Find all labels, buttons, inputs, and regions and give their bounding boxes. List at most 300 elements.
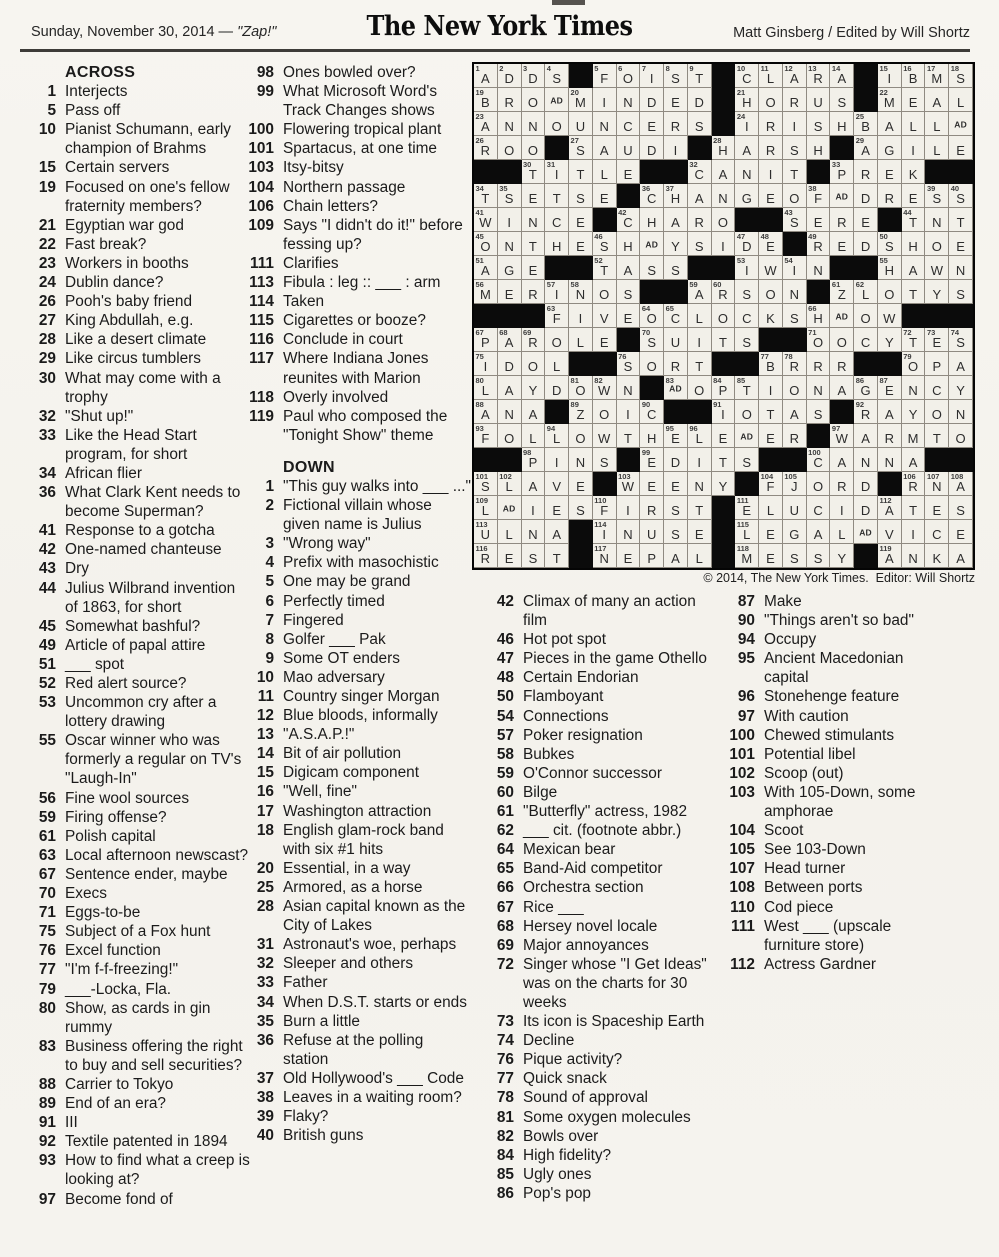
- cell-letter: G: [741, 191, 752, 206]
- cell-letter: S: [884, 239, 894, 254]
- cell-letter: N: [932, 215, 942, 230]
- cell-letter: L: [909, 119, 917, 134]
- clue-text: Fibula : leg :: ___ : arm: [283, 274, 441, 292]
- clue-text: See 103-Down: [764, 841, 866, 859]
- cell-number: 101: [475, 472, 489, 481]
- cell-letter: N: [599, 551, 609, 566]
- cell-letter: I: [697, 455, 702, 470]
- cell-letter: W: [598, 431, 611, 446]
- grid-cell: [854, 472, 878, 496]
- cell-letter: E: [623, 167, 633, 182]
- grid-cell: [545, 304, 569, 328]
- cell-number: 45: [475, 232, 484, 241]
- clue-text: III: [65, 1114, 78, 1132]
- black-cell: [902, 304, 926, 328]
- cell-letter: A: [884, 551, 894, 566]
- grid-cell: [712, 448, 736, 472]
- clue-number: 57: [496, 726, 514, 744]
- cell-letter: D: [670, 455, 681, 470]
- black-cell: [807, 280, 831, 304]
- clue-item: [246, 935, 471, 954]
- clue-text: Execs: [65, 885, 107, 903]
- clue-text: How to find what a creep is looking at?: [65, 1152, 250, 1189]
- cell-letter: I: [626, 503, 630, 518]
- grid-cell: [474, 232, 498, 256]
- grid-cell: [522, 88, 546, 112]
- cell-letter: R: [480, 143, 491, 158]
- grid-cell: [617, 472, 641, 496]
- grid-cell: [925, 496, 949, 520]
- clue-number: 53: [38, 694, 56, 712]
- cell-letter: H: [813, 311, 823, 326]
- grid-cell: [522, 184, 546, 208]
- grid-cell: [783, 88, 807, 112]
- cell-number: 56: [475, 280, 484, 289]
- grid-cell: [545, 424, 569, 448]
- clue-number: 100: [248, 121, 274, 139]
- grid-cell: [830, 496, 854, 520]
- cell-letter: G: [884, 143, 895, 158]
- clue-item: [246, 1031, 471, 1069]
- clue-number: 55: [38, 732, 56, 750]
- grid-cell: [712, 160, 736, 184]
- black-cell: [925, 448, 949, 472]
- cell-letter: E: [837, 239, 847, 254]
- cell-number: 27: [570, 136, 579, 145]
- clue-number: 35: [256, 1012, 274, 1030]
- grid-cell: [949, 520, 973, 544]
- clue-text: "Butterfly" actress, 1982: [523, 803, 688, 821]
- grid-cell: [878, 256, 902, 280]
- cell-letter: O: [551, 119, 562, 134]
- grid-cell: [759, 160, 783, 184]
- cell-letter: Y: [718, 479, 728, 494]
- grid-cell: [878, 88, 902, 112]
- grid-cell: [783, 544, 807, 568]
- cell-letter: Z: [837, 287, 846, 302]
- grid-cell: [664, 184, 688, 208]
- cell-letter: L: [600, 167, 608, 182]
- cell-letter: K: [908, 167, 918, 182]
- cell-letter: T: [932, 431, 941, 446]
- cell-number: 87: [879, 376, 888, 385]
- grid-cell: [759, 232, 783, 256]
- clue-text: Cigarettes or booze?: [283, 312, 426, 330]
- clue-number: 34: [256, 993, 274, 1011]
- clue-number: 5: [265, 573, 274, 591]
- grid-cell: [902, 256, 926, 280]
- clue-item: [246, 706, 471, 725]
- cell-number: 51: [475, 256, 484, 265]
- black-cell: [545, 136, 569, 160]
- cell-letter: E: [694, 527, 704, 542]
- grid-cell: [949, 208, 973, 232]
- clue-text: Washington attraction: [283, 802, 432, 820]
- cell-letter: I: [768, 383, 773, 398]
- clue-text: Burn a little: [283, 1012, 360, 1030]
- cell-number: 91: [713, 400, 722, 409]
- cell-letter: O: [908, 359, 919, 374]
- cell-letter: S: [623, 287, 633, 302]
- cell-letter: H: [742, 95, 752, 110]
- clue-text: Between ports: [764, 879, 863, 897]
- grid-cell: [830, 232, 854, 256]
- clue-item: [486, 1088, 720, 1107]
- clue-text: Ugly ones: [523, 1165, 592, 1183]
- clue-item: [246, 878, 471, 897]
- clue-number: 12: [256, 707, 274, 725]
- clue-text: Dublin dance?: [65, 274, 164, 292]
- clue-text: Mexican bear: [523, 841, 616, 859]
- grid-cell: [759, 424, 783, 448]
- rebus-ad-cell: AD: [645, 239, 659, 249]
- cell-letter: H: [670, 191, 681, 206]
- clue-text: Polish capital: [65, 827, 156, 845]
- cell-letter: I: [626, 407, 630, 422]
- grid-cell: [545, 208, 569, 232]
- grid-cell: [735, 544, 759, 568]
- grid-cell: [902, 280, 926, 304]
- cell-letter: M: [931, 71, 943, 86]
- grid-cell: [688, 472, 712, 496]
- cell-number: 48: [760, 232, 769, 241]
- grid-cell: [949, 400, 973, 424]
- cell-letter: S: [956, 287, 965, 302]
- cell-number: 77: [760, 352, 769, 361]
- clue-item: [486, 1184, 720, 1203]
- grid-cell: [854, 520, 878, 544]
- grid-cell: [498, 544, 522, 568]
- cell-number: 70: [641, 328, 651, 337]
- cell-letter: R: [528, 287, 538, 302]
- cell-letter: I: [744, 263, 749, 278]
- black-cell: [925, 304, 949, 328]
- clue-number: 7: [265, 611, 274, 629]
- grid-cell: [498, 376, 522, 400]
- cell-letter: E: [576, 239, 585, 254]
- black-cell: [664, 160, 688, 184]
- cell-letter: E: [647, 455, 657, 470]
- cell-letter: M: [575, 95, 586, 110]
- grid-cell: [522, 472, 546, 496]
- grid-cell: [474, 352, 498, 376]
- cell-letter: D: [504, 359, 514, 374]
- cell-letter: R: [789, 431, 799, 446]
- clue-number: 78: [496, 1089, 514, 1107]
- grid-cell: [688, 448, 712, 472]
- cell-letter: Y: [956, 383, 965, 398]
- grid-cell: [807, 400, 831, 424]
- grid-cell: [664, 520, 688, 544]
- cell-letter: O: [551, 335, 562, 350]
- cell-letter: I: [554, 167, 559, 182]
- cell-letter: T: [528, 239, 537, 254]
- cell-letter: D: [647, 95, 657, 110]
- clue-number: 51: [38, 655, 56, 673]
- clue-text: Business offering the right to buy and sell securities?: [65, 1037, 243, 1074]
- cell-letter: K: [766, 311, 775, 326]
- clue-number: 76: [496, 1051, 514, 1069]
- grid-cell: [854, 328, 878, 352]
- clue-text: British guns: [283, 1127, 364, 1145]
- cell-letter: J: [791, 479, 798, 494]
- cell-letter: C: [623, 215, 633, 230]
- grid-cell: [735, 64, 759, 88]
- black-cell: [498, 160, 522, 184]
- grid-cell: [617, 88, 641, 112]
- clue-text: Blue bloods, informally: [283, 707, 438, 725]
- grid-cell: [617, 424, 641, 448]
- grid-cell: [640, 184, 664, 208]
- grid-cell: [593, 184, 617, 208]
- grid-cell: [593, 448, 617, 472]
- clue-item: [486, 668, 720, 687]
- clue-text: Hot pot spot: [523, 631, 606, 649]
- cell-letter: I: [839, 503, 844, 518]
- cell-number: 49: [808, 232, 817, 241]
- grid-cell: [474, 376, 498, 400]
- grid-cell: [830, 64, 854, 88]
- clue-number: 41: [38, 522, 56, 540]
- clue-text: ___ spot: [65, 655, 125, 673]
- clue-item: [486, 764, 720, 783]
- black-cell: [522, 304, 546, 328]
- clue-number: 54: [496, 707, 514, 725]
- grid-cell: [807, 448, 831, 472]
- cell-letter: O: [860, 311, 871, 326]
- cell-letter: T: [909, 503, 918, 518]
- cell-number: 113: [475, 520, 488, 529]
- clue-text: Article of papal attire: [65, 636, 206, 654]
- grid-cell: [902, 136, 926, 160]
- black-cell: [688, 400, 712, 424]
- clue-item: [246, 802, 471, 821]
- grid-cell: [664, 232, 688, 256]
- clue-text: Pass off: [65, 102, 121, 120]
- grid-cell: [569, 160, 593, 184]
- cell-number: 102: [499, 472, 512, 481]
- cell-letter: T: [909, 335, 918, 350]
- grid-cell: [569, 304, 593, 328]
- clue-text: Workers in booths: [65, 254, 189, 272]
- clue-item: [486, 1108, 720, 1127]
- cell-letter: T: [956, 215, 965, 230]
- clue-text: Eggs-to-be: [65, 904, 141, 922]
- clue-item: [28, 521, 252, 540]
- grid-cell: [640, 520, 664, 544]
- grid-cell: [474, 520, 498, 544]
- clue-number: 33: [38, 426, 56, 444]
- cell-number: 40: [950, 184, 960, 193]
- grid-cell: [878, 544, 902, 568]
- cell-letter: D: [860, 479, 871, 494]
- clue-item: [727, 726, 948, 745]
- cell-letter: O: [884, 287, 895, 302]
- grid-cell: [545, 88, 569, 112]
- grid-cell: [712, 184, 736, 208]
- grid-cell: [498, 208, 522, 232]
- grid-cell: [759, 64, 783, 88]
- grid-cell: [474, 496, 498, 520]
- cell-letter: S: [647, 263, 657, 278]
- clue-number: 86: [496, 1184, 514, 1202]
- copyright-line: © 2014, The New York Times. Editor: Will Shortz: [703, 571, 975, 585]
- black-cell: [545, 400, 569, 424]
- cell-number: 28: [713, 136, 722, 145]
- grid-cell: [807, 496, 831, 520]
- cell-number: 38: [808, 184, 817, 193]
- grid-cell: [807, 520, 831, 544]
- grid-cell: [474, 184, 498, 208]
- clue-text: Dry: [65, 560, 89, 578]
- clue-text: Fingered: [283, 611, 344, 629]
- clue-text: One may be grand: [283, 573, 411, 591]
- cell-letter: C: [647, 191, 657, 206]
- grid-cell: [735, 424, 759, 448]
- black-cell: [569, 544, 593, 568]
- black-cell: [712, 544, 736, 568]
- cell-letter: P: [837, 167, 847, 182]
- cell-number: 117: [594, 544, 607, 553]
- grid-cell: [925, 520, 949, 544]
- cell-number: 16: [903, 64, 912, 73]
- black-cell: [735, 352, 759, 376]
- cell-letter: Y: [932, 287, 942, 302]
- clue-number: 23: [38, 254, 56, 272]
- cell-letter: N: [623, 95, 633, 110]
- cell-letter: N: [932, 479, 942, 494]
- clue-number: 95: [737, 650, 755, 668]
- scan-artifact: [552, 0, 585, 5]
- black-cell: [712, 64, 736, 88]
- clue-item: [486, 1146, 720, 1165]
- grid-cell: [640, 64, 664, 88]
- cell-number: 5: [594, 64, 599, 73]
- clue-item: [246, 725, 471, 744]
- clue-item: [28, 1151, 252, 1189]
- clue-item: [246, 197, 471, 216]
- clue-text: Country singer Morgan: [283, 688, 440, 705]
- grid-cell: [569, 472, 593, 496]
- clue-number: 111: [731, 917, 755, 935]
- clue-text: Prefix with masochistic: [283, 554, 439, 572]
- cell-letter: N: [813, 263, 823, 278]
- cell-letter: N: [575, 287, 586, 302]
- clue-item: [28, 216, 252, 235]
- clue-number: 58: [496, 745, 514, 763]
- cell-number: 62: [855, 280, 865, 289]
- cell-letter: E: [766, 551, 775, 566]
- clue-number: 46: [496, 631, 514, 649]
- clue-number: 97: [737, 707, 755, 725]
- clue-text: Sentence ender, maybe: [65, 865, 228, 883]
- clue-number: 24: [38, 274, 56, 292]
- grid-cell: [949, 136, 973, 160]
- grid-cell: [474, 136, 498, 160]
- black-cell: [569, 256, 593, 280]
- cell-number: 36: [641, 184, 651, 193]
- grid-cell: [949, 544, 973, 568]
- grid-cell: [759, 184, 783, 208]
- cell-letter: M: [479, 287, 491, 302]
- black-cell: [593, 352, 617, 376]
- cell-letter: R: [504, 95, 514, 110]
- cell-letter: A: [504, 383, 514, 398]
- clue-item: [28, 369, 252, 407]
- grid-cell: [522, 256, 546, 280]
- grid-cell: [498, 352, 522, 376]
- down-clues-part2: [486, 592, 720, 1203]
- cell-letter: T: [600, 263, 609, 278]
- grid-cell: [830, 520, 854, 544]
- cell-letter: L: [861, 287, 870, 302]
- clue-number: 40: [256, 1127, 274, 1145]
- cell-letter: R: [813, 239, 823, 254]
- grid-cell: [664, 304, 688, 328]
- cell-letter: S: [671, 503, 680, 518]
- clue-number: 105: [729, 841, 755, 859]
- clue-text: Overly involved: [283, 388, 389, 406]
- grid-cell: [807, 208, 831, 232]
- grid-cell: [617, 400, 641, 424]
- clue-number: 85: [496, 1165, 514, 1183]
- black-cell: [688, 256, 712, 280]
- cell-letter: R: [837, 359, 847, 374]
- grid-cell: [474, 112, 498, 136]
- cell-letter: N: [884, 455, 895, 470]
- grid-cell: [498, 328, 522, 352]
- cell-number: 30: [523, 160, 532, 169]
- cell-number: 106: [903, 472, 916, 481]
- clue-text: Like a desert climate: [65, 331, 207, 349]
- cell-letter: I: [744, 119, 749, 134]
- clue-number: 28: [256, 898, 274, 916]
- grid-cell: [949, 328, 973, 352]
- grid-cell: [854, 400, 878, 424]
- grid-cell: [759, 280, 783, 304]
- cell-letter: E: [623, 551, 633, 566]
- clue-item: [246, 496, 471, 534]
- clue-number: 73: [496, 1013, 514, 1031]
- clue-number: 38: [256, 1088, 274, 1106]
- clue-text: End of an era?: [65, 1095, 166, 1113]
- grid-cell: [759, 256, 783, 280]
- grid-cell: [569, 136, 593, 160]
- clue-item: [486, 1127, 720, 1146]
- clue-text: African flier: [65, 464, 142, 482]
- cell-letter: E: [718, 431, 728, 446]
- cell-number: 74: [950, 328, 960, 337]
- clue-item: [246, 63, 471, 82]
- clue-number: 27: [38, 312, 56, 330]
- grid-cell: [735, 328, 759, 352]
- black-cell: [545, 256, 569, 280]
- cell-number: 112: [879, 496, 892, 505]
- cell-number: 42: [618, 208, 627, 217]
- grid-cell: [854, 376, 878, 400]
- cell-letter: A: [599, 143, 609, 158]
- grid-cell: [545, 112, 569, 136]
- cell-letter: M: [907, 431, 919, 446]
- clue-text: "Wrong way": [283, 535, 371, 553]
- nyt-masthead-logo: The New York Times: [366, 9, 633, 42]
- cell-letter: B: [861, 119, 870, 134]
- cell-letter: C: [551, 215, 562, 230]
- clue-number: 1: [47, 83, 56, 101]
- clue-text: Certain servers: [65, 159, 170, 177]
- grid-cell: [474, 328, 498, 352]
- cell-letter: W: [479, 215, 492, 230]
